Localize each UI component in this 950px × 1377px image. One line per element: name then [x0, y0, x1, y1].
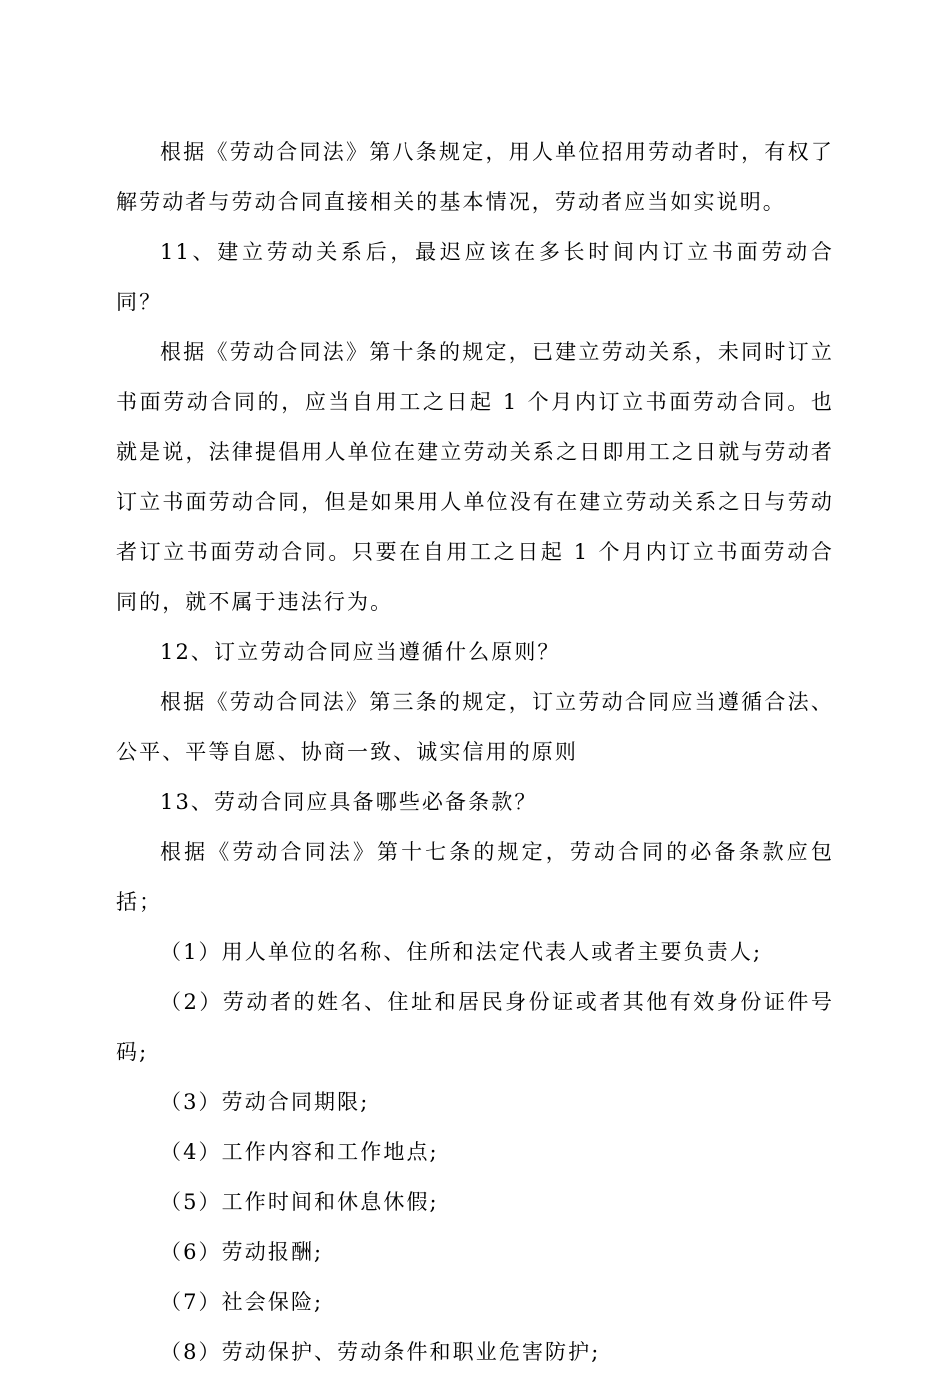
paragraph-article-3: 根据《劳动合同法》第三条的规定，订立劳动合同应当遵循合法、公平、平等自愿、协商一致、诚实信用的原则: [116, 690, 834, 764]
question-12-heading: 12、订立劳动合同应当遵循什么原则？: [160, 640, 561, 664]
list-item-3: （3）劳动合同期限;: [160, 1090, 370, 1114]
list-item-4: （4）工作内容和工作地点;: [160, 1140, 439, 1164]
paragraph-article-8: 根据《劳动合同法》第八条规定，用人单位招用劳动者时，有权了解劳动者与劳动合同直接相关的基本情况，劳动者应当如实说明。: [116, 140, 834, 214]
list-item-6: （6）劳动报酬;: [160, 1240, 324, 1264]
list-item-1: （1）用人单位的名称、住所和法定代表人或者主要负责人;: [160, 940, 763, 964]
question-11-heading: 11、建立劳动关系后，最迟应该在多长时间内订立书面劳动合同？: [116, 240, 834, 314]
list-item-2: （2）劳动者的姓名、住址和居民身份证或者其他有效身份证件号码;: [116, 990, 834, 1064]
paragraph-article-17: 根据《劳动合同法》第十七条的规定，劳动合同的必备条款应包括；: [116, 840, 834, 914]
document-body: [116, 127, 834, 1377]
list-item-8: （8）劳动保护、劳动条件和职业危害防护;: [160, 1340, 601, 1364]
list-item-7: （7）社会保险;: [160, 1290, 324, 1314]
paragraph-article-10: 根据《劳动合同法》第十条的规定，已建立劳动关系，未同时订立书面劳动合同的，应当自用工之日起 1 个月内订立书面劳动合同。也就是说，法律提倡用人单位在建立劳动关系之日即用工之日就与劳动者订立书面劳动合同，但是如果用人单位没有在建立劳动关系之日与劳动者订立书面劳动合同。只要在自用工之日起 1 个月内订立书面劳动合同的，就不属于违法行为。: [116, 340, 834, 614]
question-13-heading: 13、劳动合同应具备哪些必备条款？: [160, 790, 538, 814]
list-item-5: （5）工作时间和休息休假;: [160, 1190, 439, 1214]
